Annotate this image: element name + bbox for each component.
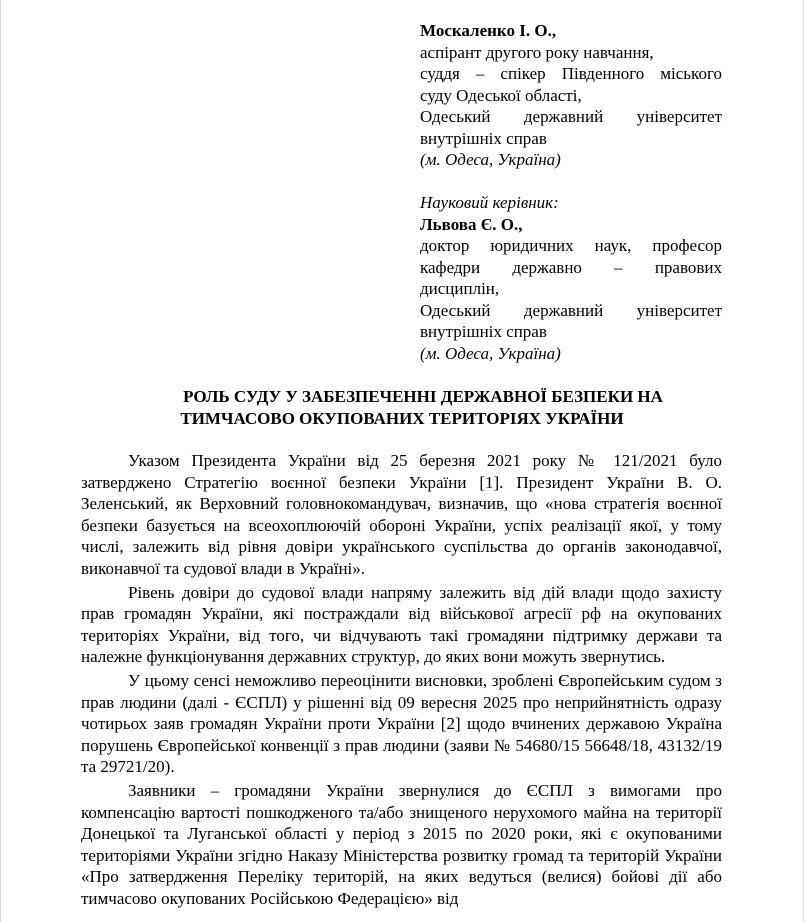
supervisor-name: Львова Є. О., <box>420 214 523 234</box>
supervisor-department-cont: дисциплін, <box>420 279 500 298</box>
author-university-cont: внутрішніх справ <box>420 128 547 148</box>
supervisor-degree: доктор юридичних наук, професор <box>420 236 722 255</box>
supervisor-info <box>420 192 722 364</box>
article-title-line-1: РОЛЬ СУДУ У ЗАБЕЗПЕЧЕННІ ДЕРЖАВНОЇ БЕЗПЕКИ НА <box>183 387 663 406</box>
author-place: (м. Одеса, Україна) <box>420 150 561 169</box>
author-info <box>420 20 722 171</box>
article-title-line-2: ТИМЧАСОВО ОКУПОВАНИХ ТЕРИТОРІЯХ УКРАЇНИ <box>180 409 624 428</box>
author-position: суддя – спікер Південного міського <box>420 64 722 83</box>
supervisor-label: Науковий керівник: <box>420 193 559 212</box>
supervisor-place: (м. Одеса, Україна) <box>420 343 561 363</box>
paragraph: Заявники – громадяни України звернулися до ЄСПЛ з вимогами про компенсацію вартості пошкодженого та/або знищеного нерухомого майна на території Донецької та Луганської області у період з 2015 по 2020 роки, які є окупованими територіями України згідно Наказу Міністерства розвитку громад та територій України «Про затвердження Переліку територій, на яких ведуться (велися) бойові дії або тимчасово окупованих Російською Федерацією» від <box>81 780 722 908</box>
paragraph: У цьому сенсі неможливо переоцінити висновки, зроблені Європейським судом з прав людини (далі - ЄСПЛ) у рішенні від 09 вересня 2025 про неприйнятність одразу чотирьох заяв громадян України проти України [2] щодо вчинених державою Україна порушень Європейської конвенції з прав людини (заяви № 54680/15 56648/18, 43132/19 та 29721/20). <box>81 670 722 777</box>
author-court: суду Одеської області, <box>420 85 582 105</box>
author-university: Одеський державний університет <box>420 107 722 126</box>
paragraph: Рівень довіри до судової влади напряму залежить від дій влади щодо захисту прав громадян України, які постраждали від військової агресії рф на окупованих територіях України, від того, чи відчувають такі громадяни підтримку держави та належне функціонування державних структур, до яких вони можуть звернутись. <box>81 582 722 667</box>
paragraph: Указом Президента України від 25 березня 2021 року № 121/2021 було затверджено Стратегію воєнної безпеки України [1]. Президент України В. О. Зеленський, як Верховний головнокомандувач, визначив, що «нова стратегія воєнної безпеки базується на всеохоплюючій обороні України, успіх реалізації якої, у тому числі, залежить від рівня довіри українського суспільства до органів законодавчої, виконавчої та судової влади в Україні». <box>81 451 722 578</box>
supervisor-department: кафедри державно – правових <box>420 257 722 277</box>
author-degree: аспірант другого року навчання, <box>420 42 654 62</box>
supervisor-university: Одеський державний університет <box>420 300 722 320</box>
author-name: Москаленко І. О., <box>420 21 557 40</box>
supervisor-university-cont: внутрішніх справ <box>420 322 547 341</box>
article-body <box>81 450 722 911</box>
article-title <box>0 386 804 430</box>
